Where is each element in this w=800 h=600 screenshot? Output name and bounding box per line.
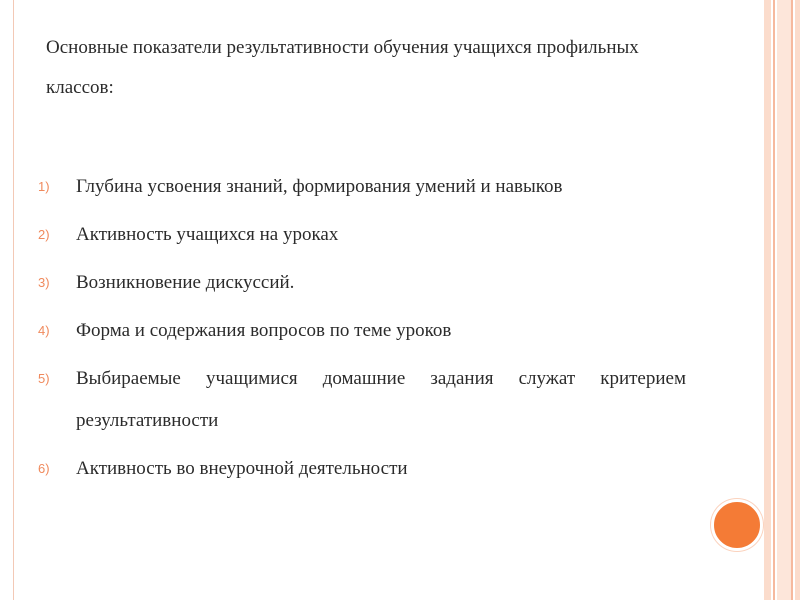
decorative-stripe xyxy=(764,0,771,600)
list-item xyxy=(38,310,686,352)
list-number: 6) xyxy=(38,461,50,476)
list-item xyxy=(38,448,686,490)
list-number: 5) xyxy=(38,371,50,386)
list-item-text: Глубина усвоения знаний, формирования умений и навыков xyxy=(76,176,563,197)
decorative-stripe xyxy=(777,0,791,600)
list-item xyxy=(38,262,686,304)
list-item xyxy=(38,166,686,208)
list-number: 2) xyxy=(38,227,50,242)
list-number: 3) xyxy=(38,275,50,290)
left-frame-line xyxy=(13,0,14,600)
list-item-text: Возникновение дискуссий. xyxy=(76,272,295,293)
list-number: 1) xyxy=(38,179,50,194)
list-item-text: Активность во внеурочной деятельности xyxy=(76,458,408,479)
list-item-text: Выбираемые учащимися домашние задания служат критерием результативности xyxy=(76,368,686,431)
list-item xyxy=(38,214,686,256)
orange-circle-decoration xyxy=(711,499,763,551)
decorative-stripe xyxy=(791,0,793,600)
slide-title: Основные показатели результативности обучения учащихся профильных классов: xyxy=(46,37,639,98)
list-number: 4) xyxy=(38,323,50,338)
decorative-stripe xyxy=(773,0,775,600)
list-item-text: Форма и содержания вопросов по теме уроков xyxy=(76,320,452,341)
list-item xyxy=(38,358,686,442)
list-item-text: Активность учащихся на уроках xyxy=(76,224,339,245)
decorative-stripe xyxy=(795,0,800,600)
indicator-list xyxy=(38,166,686,496)
